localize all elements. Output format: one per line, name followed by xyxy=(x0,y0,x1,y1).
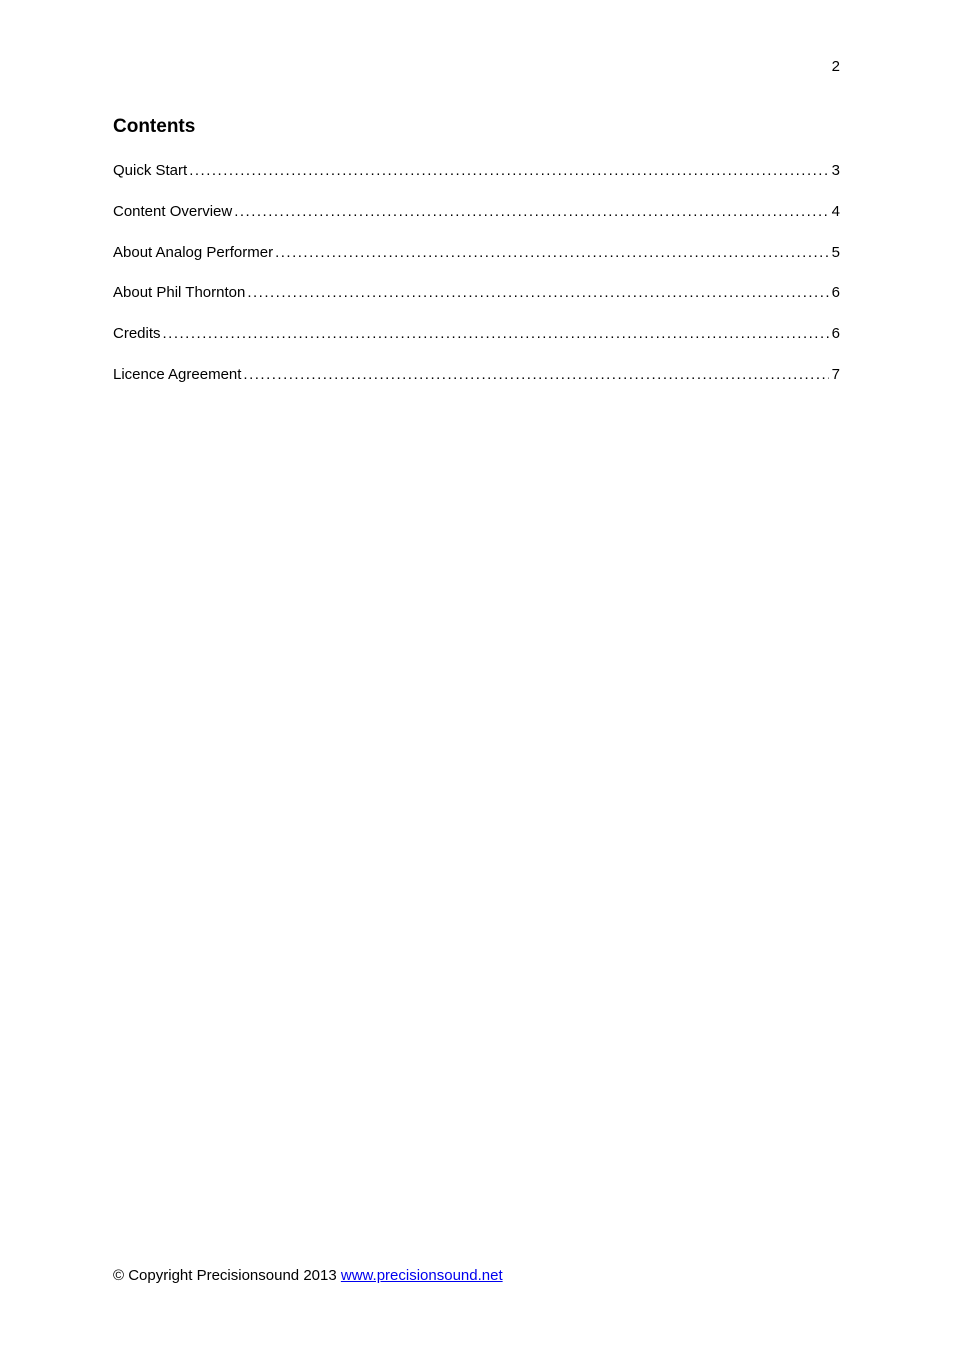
toc-dot-leader xyxy=(243,365,828,385)
toc-entry-label: Quick Start xyxy=(113,162,188,179)
page-number: 2 xyxy=(831,58,840,75)
toc-entry-label: Content Overview xyxy=(113,202,233,220)
toc-entry-page: 4 xyxy=(831,202,840,220)
toc-entry-about-phil-thornton[interactable] xyxy=(113,283,840,303)
copyright-text: © Copyright Precisionsound 2013 xyxy=(113,1267,337,1284)
page-footer xyxy=(113,1266,503,1286)
toc-entry-credits[interactable] xyxy=(113,324,840,344)
toc-entry-content-overview[interactable] xyxy=(113,202,840,222)
toc-dot-leader xyxy=(163,324,829,344)
toc-entry-about-analog-performer[interactable] xyxy=(113,243,840,263)
toc-entry-label: Credits xyxy=(113,325,161,343)
toc-entry-label: About Analog Performer xyxy=(113,243,274,261)
toc-dot-leader xyxy=(275,243,829,263)
toc-entry-page: 7 xyxy=(831,365,840,383)
toc-entry-quick-start[interactable] xyxy=(113,161,840,181)
toc-dot-leader xyxy=(189,161,828,181)
toc-entry-licence-agreement[interactable] xyxy=(113,365,840,385)
toc-entry-page: 5 xyxy=(831,243,840,261)
toc-dot-leader xyxy=(247,283,828,303)
table-of-contents xyxy=(113,161,840,406)
toc-entry-label: Licence Agreement xyxy=(113,365,242,383)
toc-title: Contents xyxy=(113,116,196,137)
toc-entry-page: 3 xyxy=(831,162,840,179)
toc-entry-label: About Phil Thornton xyxy=(113,284,246,302)
toc-dot-leader xyxy=(234,202,828,222)
website-link[interactable]: www.precisionsound.net xyxy=(340,1267,503,1284)
toc-entry-page: 6 xyxy=(831,325,840,343)
toc-entry-page: 6 xyxy=(831,284,840,302)
